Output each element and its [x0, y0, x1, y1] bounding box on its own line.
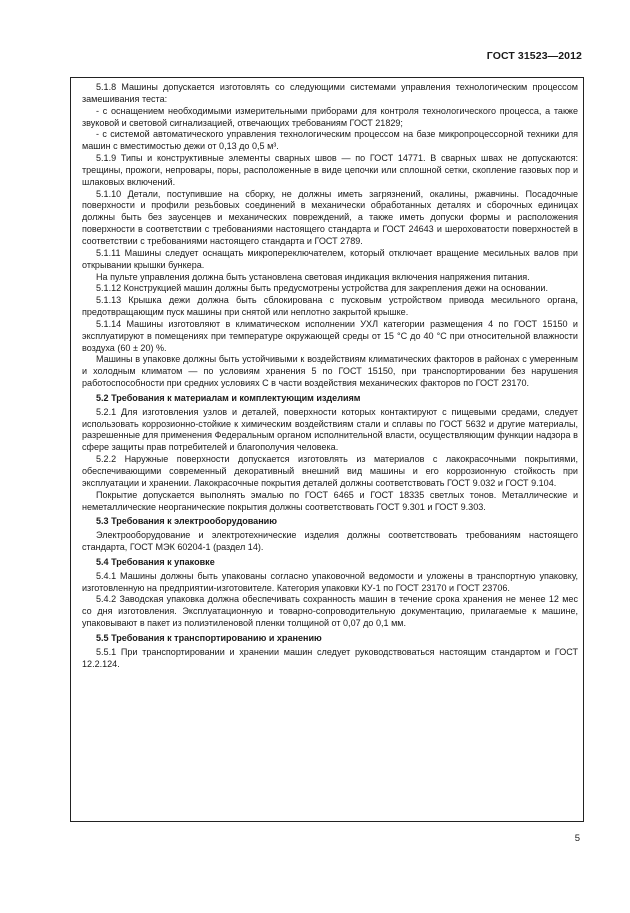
- body-paragraph: 5.1.8 Машины допускается изготовлять со следующими системами управления технологическим процессом замешивания теста:: [82, 82, 578, 104]
- body-paragraph: 5.1.10 Детали, поступившие на сборку, не должны иметь загрязнений, окалины, ржавчины. Посадочные поверхности и профили резьбовых соединений в механически обработанных деталях и сборочных единицах должны быть без заусенцев и механических повреждений, а также иметь допуски формы и расположения поверхности в соответствии с требованиями настоящего стандарта и ГОСТ 24643 и шероховатости поверхностей в соответствии с требованиями настоящего стандарта и ГОСТ 2789.: [82, 188, 578, 246]
- body-paragraph: 5.1.13 Крышка дежи должна быть сблокирована с пусковым устройством привода месильного органа, предотвращающим пуск машины при снятой или неплотно закрытой крышке.: [82, 295, 578, 318]
- section-heading: 5.2 Требования к материалам и комплектующим изделиям: [96, 392, 361, 403]
- body-paragraph: Покрытие допускается выполнять эмалью по ГОСТ 6465 и ГОСТ 18335 светлых тонов. Металлические и неметаллические неорганические покрытия должны соответствовать ГОСТ 9.301 и ГОСТ 9.303.: [82, 489, 578, 512]
- body-paragraph: На пульте управления должна быть установлена световая индикация включения напряжения питания.: [96, 271, 530, 282]
- section-heading: 5.4 Требования к упаковке: [96, 556, 215, 567]
- body-paragraph: Машины в упаковке должны быть устойчивыми к воздействиям климатических факторов в районах с умеренным и холодным климатом — по условиям хранения 5 по ГОСТ 15150, при транспортировании без нарушения работоспособности при средних условиях С в части воздействия механических факторов по ГОСТ 23170.: [82, 354, 578, 389]
- body-paragraph: 5.2.1 Для изготовления узлов и деталей, поверхности которых контактируют с пищевыми средами, следует использовать коррозионно-стойкие к химическим воздействиям стали и сплавы по ГОСТ 5632 и другие материалы, разрешенные для применения Федеральным органом исполнительной власти, осуществляющим функции надзора в сфере защиты прав потребителей и благополучия человека.: [82, 406, 578, 453]
- body-paragraph: - с системой автоматического управления технологическим процессом на базе микропроцессорной техники для машин с вместимостью дежи от 0,13 до 0,5 м³.: [82, 129, 578, 152]
- section-heading: 5.3 Требования к электрооборудованию: [96, 516, 277, 527]
- section-heading: 5.5 Требования к транспортированию и хранению: [96, 632, 322, 643]
- body-paragraph: Электрооборудование и электротехнические изделия должны соответствовать требованиям настоящего стандарта, ГОСТ МЭК 60204-1 (раздел 14).: [82, 530, 578, 553]
- body-paragraph: 5.4.1 Машины должны быть упакованы согласно упаковочной ведомости и уложены в транспортную упаковку, изготовленную на предприятии-изготовителе. Категория упаковки КУ-1 по ГОСТ 23170 и ГОСТ 23706.: [82, 570, 578, 593]
- body-paragraph: 5.4.2 Заводская упаковка должна обеспечивать сохранность машин в течение срока хранения не менее 12 мес со дня изготовления. Эксплуатационную и товарно-сопроводительную документацию, прилагаемые к машине, упаковывают в пакет из полиэтиленовой пленки толщиной от 0,07 до 0,1 мм.: [82, 594, 578, 629]
- document-body: [82, 82, 578, 671]
- body-paragraph: 5.2.2 Наружные поверхности допускается изготовлять из материалов с лакокрасочными покрытиями, обеспечивающими современный декоративный внешний вид машины и его коррозионную стойкость при эксплуатации и хранении. Лакокрасочные покрытия деталей должны соответствовать ГОСТ 9.032 и ГОСТ 9.104.: [82, 454, 578, 488]
- body-paragraph: 5.1.9 Типы и конструктивные элементы сварных швов — по ГОСТ 14771. В сварных швах не допускаются: трещины, прожоги, непровары, поры, расположенные в виде цепочки или сплошной сетки, скопление газовых пор и шлаковых включений.: [82, 153, 578, 187]
- page-number: 5: [574, 833, 580, 844]
- body-paragraph: 5.1.12 Конструкцией машин должны быть предусмотрены устройства для закрепления дежи на основании.: [96, 283, 548, 294]
- standard-header: ГОСТ 31523—2012: [486, 50, 582, 62]
- body-paragraph: 5.1.14 Машины изготовляют в климатическом исполнении УХЛ категории размещения 4 по ГОСТ 15150 и эксплуатируют в помещениях при температуре окружающей среды от 15 °С до 40 °С при относительной влажности воздуха (60 ± 20) %.: [82, 318, 578, 353]
- body-paragraph: 5.1.11 Машины следует оснащать микропереключателем, который отключает вращение месильных валов при открывании крышки бункера.: [82, 247, 578, 270]
- body-paragraph: 5.5.1 При транспортировании и хранении машин следует руководствоваться настоящим стандартом и ГОСТ 12.2.124.: [82, 646, 578, 669]
- body-paragraph: - с оснащением необходимыми измерительными приборами для контроля технологического процесса, а также звуковой и световой сигнализацией, отвечающих требованиям ГОСТ 21829;: [82, 105, 578, 128]
